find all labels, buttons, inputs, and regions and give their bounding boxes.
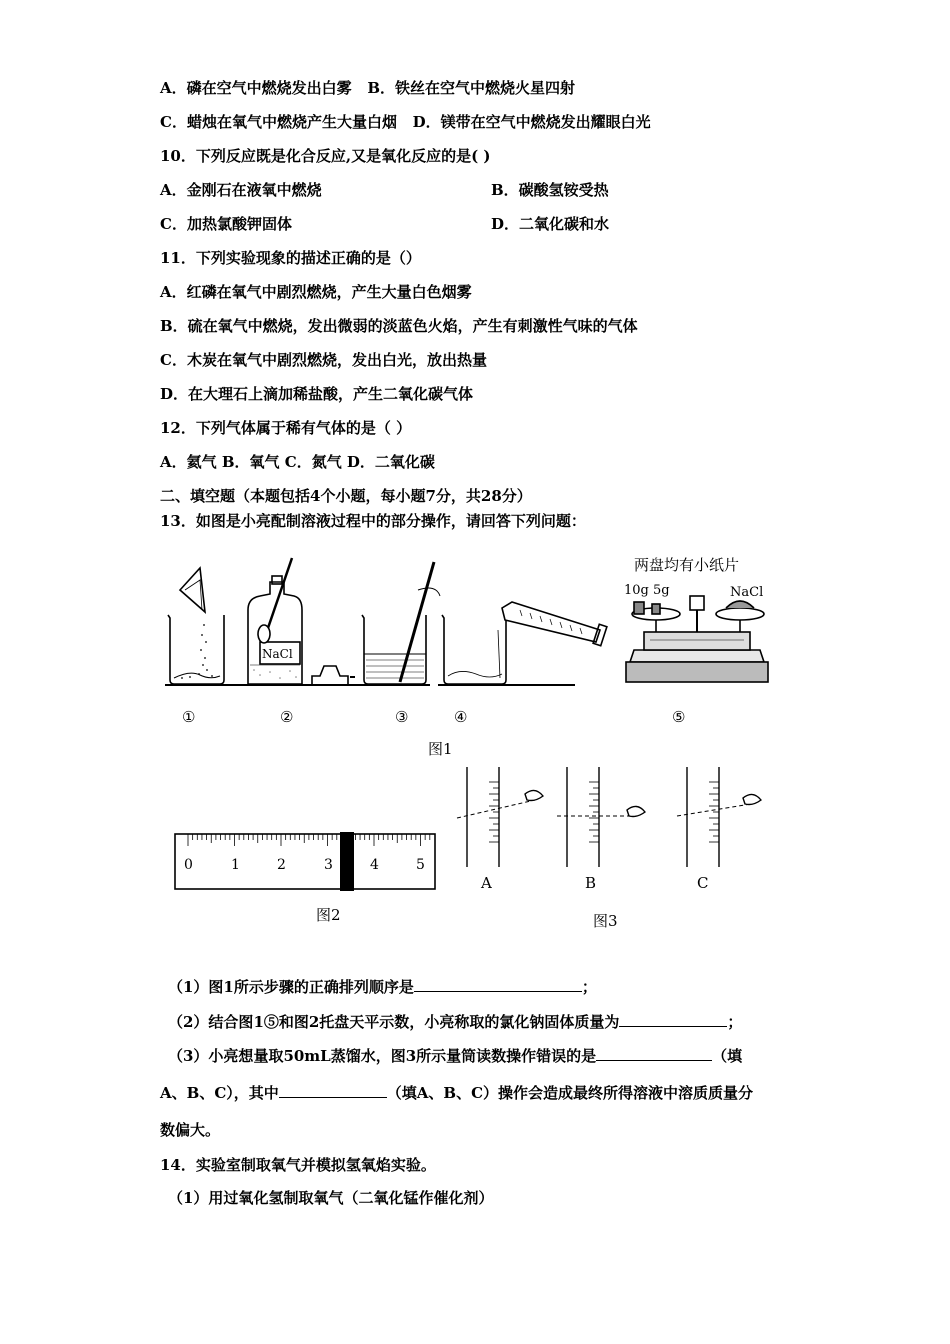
figure-2-caption: 图2 [316,906,341,924]
q10-option-a: A．金刚石在液氧中燃烧 [160,181,322,199]
figure-2-ruler [170,828,440,933]
ruler-tick-2: 2 [277,857,286,873]
q9-option-ab [160,78,575,98]
q10-option-b: B．碳酸氢铵受热 [491,181,609,199]
cylinder-a [457,767,543,867]
figure-1-caption: 图1 [428,740,453,758]
q13-sub1-end: ； [581,978,597,996]
q13-sub2-text: （2）结合图1⑤和图2托盘天平示数，小亮称取的氯化钠固体质量为 [168,1013,620,1031]
q9-option-cd [160,112,651,132]
q9-option-a: A．磷在空气中燃烧发出白雾 [160,79,352,97]
step5-balance [626,596,768,682]
q12-options: A．氦气 B．氧气 C．氮气 D．二氧化碳 [160,453,435,471]
ruler-tick-0: 0 [184,857,193,873]
q13-sub3-blank1[interactable] [596,1046,712,1061]
step-label-1: ① [182,708,196,726]
q13-sub3-blank2[interactable] [279,1083,387,1098]
q9-option-b: B．铁丝在空气中燃烧火星四射 [367,79,575,97]
q10-option-c: C．加热氯酸钾固体 [160,215,292,233]
cylinder-label-b: B [585,874,597,892]
q9-option-d: D．镁带在空气中燃烧发出耀眼白光 [412,113,651,131]
q14-sub1: （1）用过氧化氢制取氧气（二氧化锰作催化剂） [168,1189,494,1207]
q9-option-c: C．蜡烛在氧气中燃烧产生大量白烟 [160,113,397,131]
ruler-tick-4: 4 [370,857,379,873]
q13-sub3-fill: （填 [712,1047,743,1065]
q13-sub3-line1 [168,1046,742,1066]
balance-note: 两盘均有小纸片 [634,556,740,574]
step3-beaker [362,562,440,684]
step-label-4: ④ [454,708,468,726]
section-heading: 二、填空题（本题包括4个小题，每小题7分，共28分） [160,487,532,505]
q13-sub1 [168,977,597,997]
q13-sub3-text3: （填A、B、C）操作会造成最终所得溶液中溶质质量分 [386,1084,754,1102]
step-label-3: ③ [395,708,409,726]
step4-beaker [442,602,607,684]
q10-option-d: D．二氧化碳和水 [491,215,610,233]
rider [340,832,354,891]
q11-option-b: B．硫在氧气中燃烧，发出微弱的淡蓝色火焰，产生有刺激性气味的气体 [160,317,638,335]
q13-sub2-end: ； [727,1013,743,1031]
q13-sub2-blank[interactable] [619,1012,727,1027]
q11-option-d: D．在大理石上滴加稀盐酸，产生二氧化碳气体 [160,385,474,403]
nacl-bottle-label: NaCl [262,647,293,661]
step2-nacl-bottle [248,558,348,684]
step-label-5: ⑤ [672,708,686,726]
q13-sub3-line3: 数偏大。 [160,1121,221,1139]
balance-nacl: NaCl [730,585,764,600]
q12-stem: 12．下列气体属于稀有气体的是（ ） [160,419,412,437]
step1-beaker [168,568,224,684]
figure-3-caption: 图3 [593,912,618,930]
q14-stem: 14．实验室制取氧气并模拟氢氧焰实验。 [160,1156,436,1174]
q13-sub3-text: （3）小亮想量取50mL蒸馏水，图3所示量筒读数操作错误的是 [168,1047,597,1065]
figure-3-cylinders [455,762,775,934]
q13-sub3-line2 [160,1083,753,1103]
step-label-2: ② [280,708,294,726]
q13-sub1-blank[interactable] [414,977,582,992]
figure-1 [160,550,780,760]
q13-sub2 [168,1012,742,1032]
q11-option-a: A．红磷在氧气中剧烈燃烧，产生大量白色烟雾 [160,283,472,301]
ruler-tick-1: 1 [231,857,240,873]
q13-sub3-text2: A、B、C），其中 [160,1084,279,1102]
ruler-tick-5: 5 [416,857,425,873]
cylinder-c [677,767,761,867]
cylinder-label-a: A [481,874,492,892]
stopper [312,666,348,684]
cylinder-label-c: C [697,874,709,892]
ruler-tick-3: 3 [324,857,333,873]
balance-weights: 10g 5g [624,583,670,598]
cylinder-b [557,767,645,867]
q13-sub1-text: （1）图1所示步骤的正确排列顺序是 [168,978,414,996]
q13-stem: 13．如图是小亮配制溶液过程中的部分操作，请回答下列问题： [160,512,586,530]
q10-stem: 10．下列反应既是化合反应,又是氧化反应的是( ) [160,147,491,165]
q11-option-c: C．木炭在氧气中剧烈燃烧，发出白光，放出热量 [160,351,487,369]
q11-stem: 11．下列实验现象的描述正确的是（） [160,249,421,267]
